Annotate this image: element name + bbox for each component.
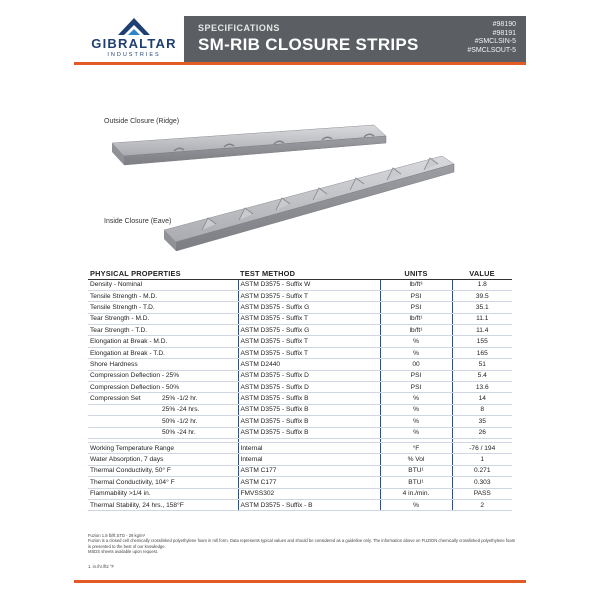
value-cell: 39.5 xyxy=(452,290,512,301)
table-row xyxy=(88,404,512,415)
product-codes xyxy=(467,21,516,55)
header-units: UNITS xyxy=(380,268,452,279)
method-cell: Internal xyxy=(238,454,380,465)
brand-subtitle: INDUSTRIES xyxy=(107,52,161,58)
header-physical-properties: PHYSICAL PROPERTIES xyxy=(88,268,238,279)
table-row xyxy=(88,454,512,465)
method-cell: FMVSS302 xyxy=(238,488,380,499)
page-title: SM-RIB CLOSURE STRIPS xyxy=(198,35,419,54)
table-row xyxy=(88,427,512,438)
method-cell: ASTM D2440 xyxy=(238,359,380,370)
value-cell: 5.4 xyxy=(452,370,512,381)
units-cell: PSI xyxy=(380,302,452,313)
note-description: Fuzion is a closed cell chemically crosslinked polyethylene foam in roll form. Data represents typical values and should be considered as a guideline only. The information above on FUZION chemically crosslinked polyethylene foam is presented to the best of our knowledge. xyxy=(88,538,516,549)
title-banner xyxy=(184,16,526,64)
spec-sheet-page xyxy=(74,0,526,600)
units-cell: % xyxy=(380,393,452,404)
inside-closure-strip xyxy=(164,156,454,251)
method-cell: ASTM D3575 - Suffix B xyxy=(238,427,380,438)
units-cell: lb/ft³ xyxy=(380,279,452,290)
units-cell: BTU¹ xyxy=(380,477,452,488)
brand-name: GIBRALTAR xyxy=(91,36,177,51)
property-cell: Thermal Stability, 24 hrs., 158°F xyxy=(88,499,238,510)
property-cell: Elongation at Break - M.D. xyxy=(88,336,238,347)
method-cell: ASTM D3575 - Suffix W xyxy=(238,279,380,290)
product-code: #SMCLSOUT-5 xyxy=(467,46,516,54)
units-cell: lb/ft¹ xyxy=(380,325,452,336)
value-cell: 11.4 xyxy=(452,325,512,336)
table-row xyxy=(88,313,512,324)
header-value: VALUE xyxy=(452,268,512,279)
value-cell: 1 xyxy=(452,454,512,465)
property-cell xyxy=(88,404,238,415)
value-cell: 35.1 xyxy=(452,302,512,313)
product-illustration xyxy=(74,110,526,260)
units-cell: lb/ft¹ xyxy=(380,313,452,324)
method-cell: ASTM D3575 - Suffix D xyxy=(238,370,380,381)
property-cell: Compression Deflection - 25% xyxy=(88,370,238,381)
units-cell: PSI xyxy=(380,290,452,301)
properties-table xyxy=(88,268,512,511)
top-accent-rule xyxy=(74,62,526,65)
units-footnote: 1. in./hr./ft2 °F xyxy=(88,564,115,569)
property-cell: Elongation at Break - T.D. xyxy=(88,347,238,358)
method-cell: ASTM D3575 - Suffix B xyxy=(238,404,380,415)
value-cell: 26 xyxy=(452,427,512,438)
table-body xyxy=(88,279,512,511)
units-cell: PSI xyxy=(380,382,452,393)
units-cell: % Vol xyxy=(380,454,452,465)
property-cell: Tensile Strength - T.D. xyxy=(88,302,238,313)
table-row xyxy=(88,325,512,336)
property-cell: Compression Deflection - 50% xyxy=(88,382,238,393)
table-row xyxy=(88,465,512,476)
closure-strips-illustration xyxy=(74,110,526,260)
value-cell: 2 xyxy=(452,499,512,510)
bottom-accent-rule xyxy=(74,580,526,583)
table-row xyxy=(88,336,512,347)
table-row xyxy=(88,279,512,290)
method-cell: ASTM C177 xyxy=(238,477,380,488)
compression-condition: 25% -1/2 hr. xyxy=(162,395,198,403)
header-test-method: TEST METHOD xyxy=(238,268,380,279)
table-header-row xyxy=(88,268,512,279)
method-cell: ASTM D3575 - Suffix B xyxy=(238,393,380,404)
value-cell: 0.303 xyxy=(452,477,512,488)
product-code: #SMCLSIN-5 xyxy=(474,38,516,46)
property-cell: Tear Strength - M.D. xyxy=(88,313,238,324)
units-cell: PSI xyxy=(380,370,452,381)
property-cell: Thermal Conductivity, 50° F xyxy=(88,465,238,476)
units-cell: 00 xyxy=(380,359,452,370)
units-cell: % xyxy=(380,347,452,358)
units-cell: BTU¹ xyxy=(380,465,452,476)
table-row xyxy=(88,442,512,453)
property-cell: Thermal Conductivity, 104° F xyxy=(88,477,238,488)
table-row xyxy=(88,290,512,301)
units-cell: % xyxy=(380,499,452,510)
table-row xyxy=(88,393,512,404)
value-cell: -76 / 194 xyxy=(452,442,512,453)
table-row xyxy=(88,416,512,427)
table-row xyxy=(88,359,512,370)
compression-set-label: Compression Set xyxy=(90,395,141,403)
table-row xyxy=(88,382,512,393)
value-cell: 0.271 xyxy=(452,465,512,476)
property-cell: Flammability >1/4 in. xyxy=(88,488,238,499)
compression-condition: 25% -24 hrs. xyxy=(162,406,200,414)
product-code: #98190 xyxy=(492,21,516,28)
logo-mark-icon xyxy=(114,16,154,36)
table-row xyxy=(88,488,512,499)
property-cell: Shore Hardness xyxy=(88,359,238,370)
table-row xyxy=(88,347,512,358)
method-cell: ASTM D3575 - Suffix - B xyxy=(238,499,380,510)
inside-closure-label: Inside Closure (Eave) xyxy=(104,218,172,225)
property-cell: Tensile Strength - M.D. xyxy=(88,290,238,301)
property-cell xyxy=(88,393,238,404)
units-cell: % xyxy=(380,416,452,427)
method-cell: Internal xyxy=(238,442,380,453)
note-density: Fuzion 1.8 lb/ft.STD - 29 kg/m³ xyxy=(88,533,146,538)
method-cell: ASTM D3575 - Suffix T xyxy=(238,347,380,358)
value-cell: 11.1 xyxy=(452,313,512,324)
property-cell: Working Temperature Range xyxy=(88,442,238,453)
compression-condition: 50% -1/2 hr. xyxy=(162,417,198,425)
units-cell: 4 in./min. xyxy=(380,488,452,499)
outside-closure-strip xyxy=(112,125,386,165)
compression-condition: 50% -24 hr. xyxy=(162,429,196,437)
product-code: #98191 xyxy=(492,29,516,37)
method-cell: ASTM D3575 - Suffix B xyxy=(238,416,380,427)
value-cell: 14 xyxy=(452,393,512,404)
value-cell: 165 xyxy=(452,347,512,358)
value-cell: 1.8 xyxy=(452,279,512,290)
banner-kicker: SPECIFICATIONS xyxy=(198,23,280,33)
method-cell: ASTM D3575 - Suffix T xyxy=(238,290,380,301)
method-cell: ASTM D3575 - Suffix G xyxy=(238,325,380,336)
note-msds: MSDS sheets available upon request. xyxy=(88,549,159,555)
table-row xyxy=(88,370,512,381)
gibraltar-logo xyxy=(80,16,188,64)
units-cell: °F xyxy=(380,442,452,453)
method-cell: ASTM D3575 - Suffix T xyxy=(238,313,380,324)
units-cell: % xyxy=(380,404,452,415)
value-cell: 35 xyxy=(452,416,512,427)
table-row xyxy=(88,477,512,488)
value-cell: 155 xyxy=(452,336,512,347)
property-cell: Tear Strength - T.D. xyxy=(88,325,238,336)
property-cell: Water Absorption, 7 days xyxy=(88,454,238,465)
units-cell: % xyxy=(380,427,452,438)
value-cell: 13.6 xyxy=(452,382,512,393)
method-cell: ASTM C177 xyxy=(238,465,380,476)
footer-notes xyxy=(88,533,518,555)
table-row xyxy=(88,499,512,510)
method-cell: ASTM D3575 - Suffix G xyxy=(238,302,380,313)
value-cell: 8 xyxy=(452,404,512,415)
value-cell: 51 xyxy=(452,359,512,370)
method-cell: ASTM D3575 - Suffix T xyxy=(238,336,380,347)
table-row xyxy=(88,302,512,313)
outside-closure-label: Outside Closure (Ridge) xyxy=(104,118,180,125)
method-cell: ASTM D3575 - Suffix D xyxy=(238,382,380,393)
property-cell xyxy=(88,416,238,427)
units-cell: % xyxy=(380,336,452,347)
value-cell: PASS xyxy=(452,488,512,499)
property-cell: Density - Nominal xyxy=(88,279,238,290)
property-cell xyxy=(88,427,238,438)
header xyxy=(74,14,526,66)
